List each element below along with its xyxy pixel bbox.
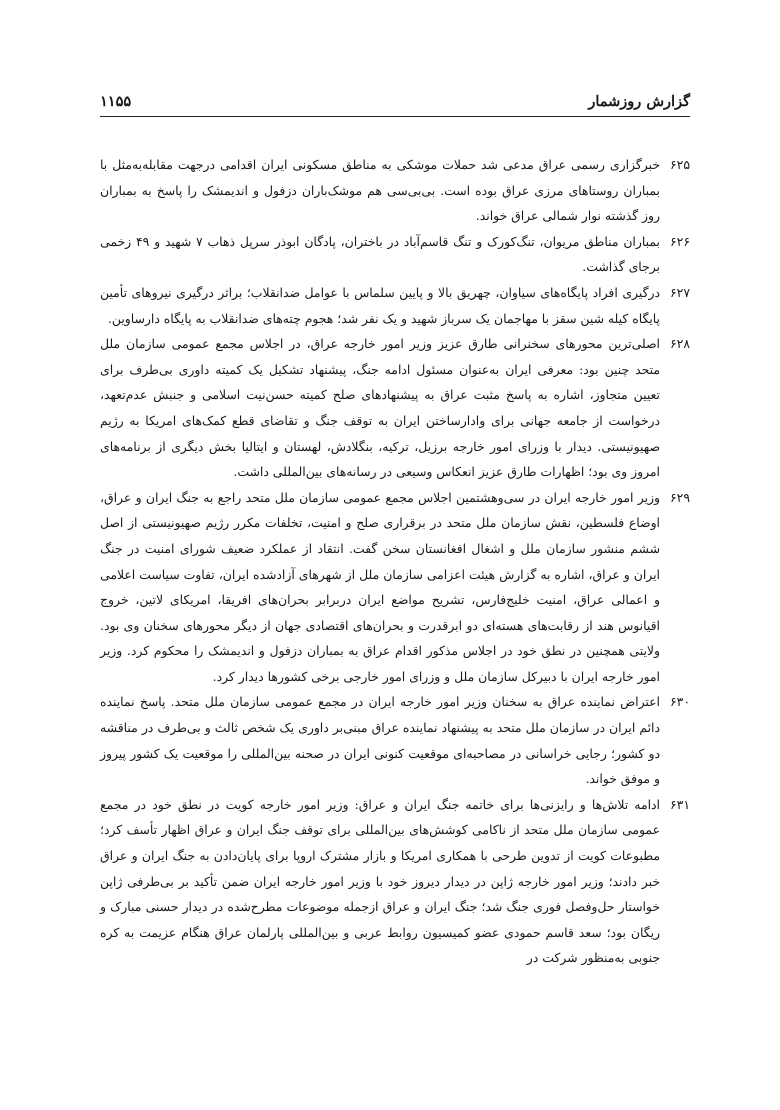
entry-number: ۶۲۶ — [670, 233, 690, 249]
entry-627 — [100, 280, 690, 331]
entry-number: ۶۲۵ — [670, 157, 690, 172]
entry-625 — [100, 152, 690, 229]
entry-number: ۶۳۱ — [670, 796, 690, 812]
page-number: ۱۱۵۵ — [100, 93, 132, 110]
entry-number: ۶۲۹ — [670, 489, 690, 505]
entry-text: اصلی‌ترین محورهای سخنرانی طارق عزیز وزیر امور خارجه عراق، در اجلاس مجمع عمومی سازمان ملل متحد چنین بود: معرفی ایران به‌عنوان مسئول ادامه جنگ، پیشنهاد تشکیل یک کمیته داوری بی‌طرف برای تعیین متجاوز، اشاره به پاسخ مثبت عراق به پیشنهادهای صلح کمیته حسن‌نیت اسلامی و جنبش عدم‌تعهد، درخواست از جامعه جهانی برای وادارساختن ایران به توقف جنگ و تقاضای قطع کمک‌های امریکا به رژیم صهیونیستی. دیدار با وزرای امور خارجه برزیل، ترکیه، بنگلادش، لهستان و ایتالیا بخش دیگری از برنامه‌های امروز وی بود؛ اظهارات طارق عزیز انعکاس وسیعی در رسانه‌های بین‌المللی داشت. — [100, 336, 660, 480]
entry-number: ۶۲۷ — [670, 284, 690, 300]
running-title: گزارش روزشمار — [588, 93, 690, 110]
entry-text: بمباران مناطق مریوان، تنگ‌کورک و تنگ قاسم‌آباد در باختران، پادگان ابوذر سرپل ذهاب ۷ شهید و ۴۹ زخمی برجای گذاشت. — [100, 233, 660, 275]
entry-628 — [100, 331, 690, 485]
entry-text: ادامه تلاش‌ها و رایزنی‌ها برای خاتمه جنگ ایران و عراق: وزیر امور خارجه کویت در نطق خود در مجمع عمومی سازمان ملل متحد از ناکامی کوشش‌های بین‌المللی برای توقف جنگ ایران و عراق اظهار تأسف کرد؛ مطبوعات کویت از تدوین طرحی با همکاری امریکا و بازار مشترک اروپا برای پایان‌دادن به جنگ ایران و عراق خبر دادند؛ وزیر امور خارجه ژاپن در دیدار دیروز خود با وزیر امور خارجه ایران ضمن تأکید بر بی‌طرفی ژاپن خواستار حل‌وفصل فوری جنگ شد؛ جنگ ایران و عراق ازجمله موضوعات مطرح‌شده در دیدار حسنی مبارک و ریگان بود؛ سعد قاسم حمودی عضو کمیسیون روابط عربی و بین‌المللی پارلمان عراق هنگام عزیمت به کره جنوبی به‌منظور شرکت در — [100, 796, 660, 966]
entry-631 — [100, 792, 690, 971]
page-header — [100, 92, 690, 117]
entry-text: درگیری افراد پایگاه‌های سیاوان، چهریق بالا و پایین سلماس با عوامل ضدانقلاب؛ براثر درگیری نیروهای تأمین پایگاه کیله شین سقز با مهاجمان یک سرباز شهید و یک نفر شد؛ هجوم چته‌های ضدانقلاب به پایگاه دارساوین. — [100, 284, 660, 326]
entry-626 — [100, 229, 690, 280]
entry-630 — [100, 689, 690, 791]
entry-number: ۶۲۸ — [670, 336, 690, 352]
entry-text: وزیر امور خارجه ایران در سی‌وهشتمین اجلاس مجمع عمومی سازمان ملل متحد راجع به جنگ ایران و عراق، اوضاع فلسطین، نقش سازمان ملل متحد در برقراری صلح و امنیت، تخلفات مکرر رژیم صهیونیستی از اصل ششم منشور سازمان ملل و اشغال افغانستان سخن گفت. انتقاد از عملکرد ضعیف شورای امنیت در جنگ ایران و عراق، اشاره به گزارش هیئت اعزامی سازمان ملل از شهرهای آزادشده ایران، تفاوت سیاست اعلامی و اعمالی عراق، امنیت خلیج‌فارس، تشریح مواضع ایران دربرابر بحران‌های افریقا، امریکای لاتین، خروج اقیانوس هند از رقابت‌های هسته‌ای دو ابرقدرت و بحران‌های اقتصادی جهان از دیگر محورهای سخنان وی بود. ولایتی همچنین در نطق خود در اجلاس مذکور اقدام عراق به بمباران دزفول و اندیمشک را محکوم کرد. وزیر امور خارجه ایران با دبیرکل سازمان ملل و وزرای امور خارجی برخی کشورها دیدار کرد. — [100, 489, 660, 684]
entry-text: خبرگزاری رسمی عراق مدعی شد حملات موشکی به مناطق مسکونی ایران اقدامی درجهت مقابله‌به‌مثل با بمباران روستاهای مرزی عراق بوده است. بی‌بی‌سی هم موشک‌باران دزفول و اندیمشک را پاسخ به بمباران روز گذشته نوار شمالی عراق خواند. — [100, 157, 660, 224]
entry-number: ۶۳۰ — [670, 694, 690, 710]
page-body — [100, 152, 690, 971]
entry-629 — [100, 485, 690, 690]
entry-text: اعتراض نماینده عراق به سخنان وزیر امور خارجه ایران در مجمع عمومی سازمان ملل متحد. پاسخ نماینده دائم ایران در سازمان ملل متحد به پیشنهاد نماینده عراق مبنی‌بر داوری یک شخص ثالث و بی‌طرف در مناقشه دو کشور؛ رجایی خراسانی در مصاحبه‌ای موقعیت کنونی ایران در صحنه بین‌المللی را موقعیت یک کشور پیروز و موفق خواند. — [100, 694, 660, 787]
